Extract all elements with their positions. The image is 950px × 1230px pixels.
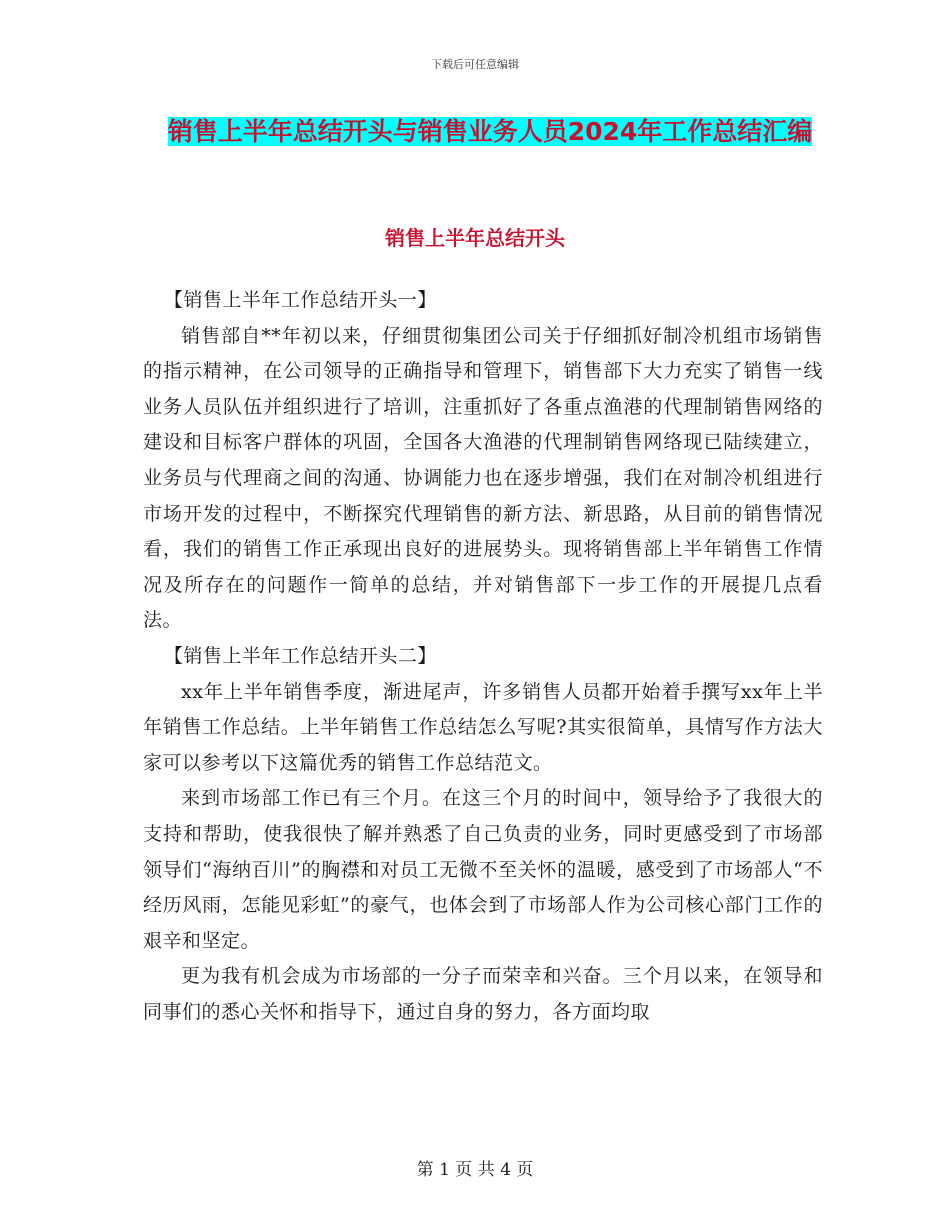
subheading-opening-two: 【销售上半年工作总结开头二】 [163,644,437,667]
paragraph: 更为我有机会成为市场部的一分子而荣幸和兴奋。三个月以来，在领导和同事们的悉心关怀和指导下，通过自身的努力，各方面均取 [143,965,823,1023]
document-title [150,112,830,152]
document-title-text: 销售上半年总结开头与销售业务人员2024年工作总结汇编 [167,117,813,146]
header-note: 下载后可任意编辑 [431,58,519,71]
page-footer: 第 1 页 共 4 页 [416,1160,534,1180]
paragraph: xx年上半年销售季度，渐进尾声，许多销售人员都开始着手撰写xx年上半年销售工作总结。上半年销售工作总结怎么写呢?其实很简单，具情写作方法大家可以参考以下这篇优秀的销售工作总结范文。 [143,680,823,774]
section-title: 销售上半年总结开头 [385,226,565,250]
paragraph: 来到市场部工作已有三个月。在这三个月的时间中，领导给予了我很大的支持和帮助，使我很快了解并熟悉了自己负责的业务，同时更感受到了市场部领导们“海纳百川”的胸襟和对员工无微不至关怀的温暖，感受到了市场部人“不经历风雨，怎能见彩虹”的豪气，也体会到了市场部人作为公司核心部门工作的艰辛和坚定。 [143,787,823,952]
subheading-opening-one: 【销售上半年工作总结开头一】 [163,289,437,311]
paragraph: 销售部自**年初以来，仔细贯彻集团公司关于仔细抓好制冷机组市场销售的指示精神，在公司领导的正确指导和管理下，销售部下大力充实了销售一线业务人员队伍并组织进行了培训，注重抓好了各重点渔港的代理制销售网络的建设和目标客户群体的巩固，全国各大渔港的代理制销售网络现已陆续建立，业务员与代理商之间的沟通、协调能力也在逐步增强，我们在对制冷机组进行市场开发的过程中，不断探究代理销售的新方法、新思路，从目前的销售情况看，我们的销售工作正承现出良好的进展势头。现将销售部上半年销售工作情况及所存在的问题作一简单的总结，并对销售部下一步工作的开展提几点看法。 [143,324,823,632]
document-body [143,283,823,1030]
